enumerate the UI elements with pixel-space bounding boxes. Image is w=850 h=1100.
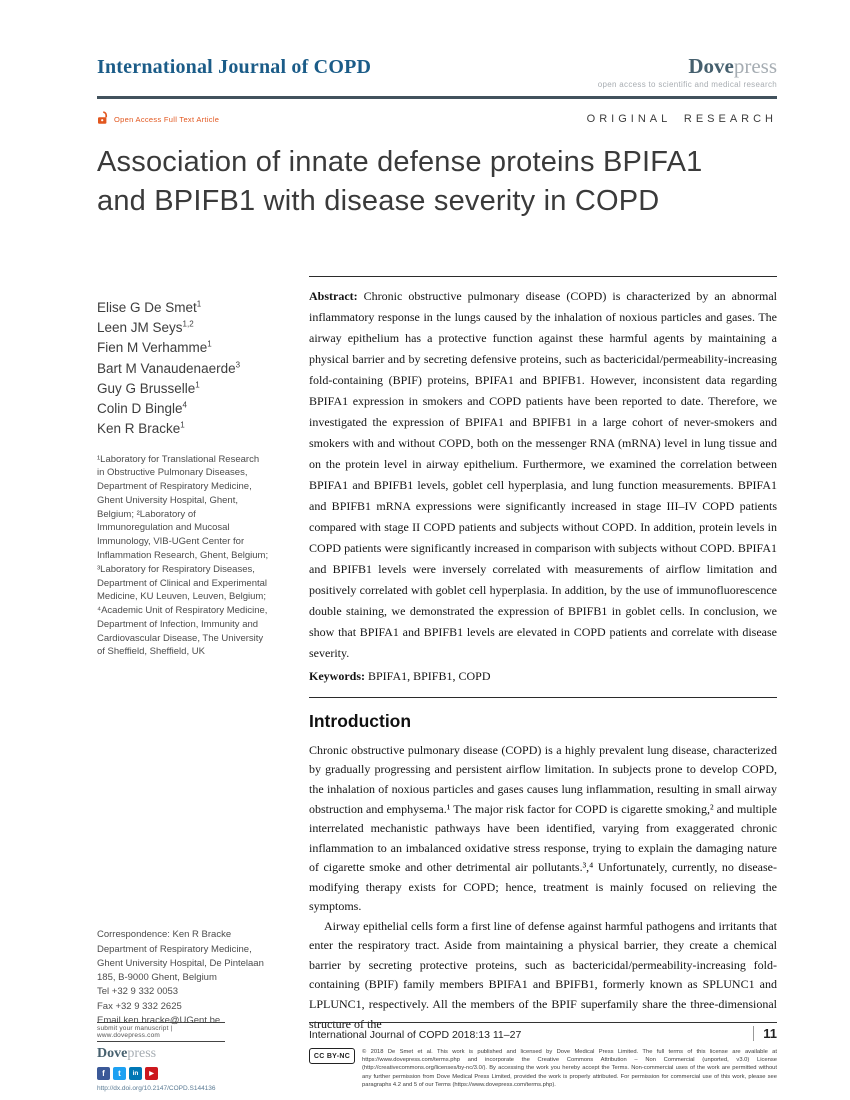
- correspondence-tel: Tel +32 9 332 0053: [97, 986, 179, 998]
- journal-title: International Journal of COPD: [97, 56, 372, 78]
- open-access-label: Open Access Full Text Article: [114, 114, 220, 124]
- journal-citation: International Journal of COPD 2018:13 11–27: [309, 1029, 522, 1041]
- author: [97, 379, 289, 399]
- youtube-icon[interactable]: ▶: [145, 1067, 158, 1080]
- article-type-label: ORIGINAL RESEARCH: [586, 113, 777, 125]
- page-number: 11: [753, 1026, 777, 1041]
- author: [97, 298, 289, 318]
- abstract-rule: [309, 276, 777, 277]
- social-links: [97, 1067, 289, 1080]
- author: [97, 419, 289, 439]
- dovepress-logo[interactable]: [598, 56, 777, 77]
- correspondence-address: Department of Respiratory Medicine, Ghent University Hospital, De Pintelaan 185, B-9000 Ghent, Belgium: [97, 943, 264, 984]
- abstract-label: Abstract:: [309, 288, 358, 303]
- license-text: © 2018 De Smet et al. This work is published and licensed by Dove Medical Press Limited. The full terms of this license are available at https://www.dovepress.com/terms.php and incorporate the Creative Commons Attribution – Non Commercial (unported, v3.0) License (http://creativecommons.org/licenses/by-nc/3.0/). By accessing the work you hereby accept the Terms. Non-commercial uses of the work are permitted without any further permission from Dove Medical Press Limited, provided the work is properly attributed. For permission for commercial use of this work, please see paragraphs 4.2 and 5 of our Terms (https://www.dovepress.com/terms.php).: [362, 1049, 777, 1088]
- author-affil-marker: 1: [180, 420, 185, 430]
- masthead: [97, 56, 777, 89]
- abstract: [309, 286, 777, 664]
- author-name: Fien M Verhamme: [97, 340, 208, 356]
- author-affil-marker: 1: [195, 380, 200, 390]
- main-column: [309, 276, 777, 1034]
- linkedin-icon[interactable]: in: [129, 1067, 142, 1080]
- creative-commons-icon[interactable]: CC BY-NC: [309, 1048, 355, 1064]
- author-affil-marker: 1: [196, 299, 202, 309]
- correspondence-email[interactable]: Email ken.bracke@UGent.be: [97, 1014, 221, 1026]
- introduction-paragraph-1: Chronic obstructive pulmonary disease (COPD) is a highly prevalent lung disease, characterized by gradually progressing and persistent airflow limitation. In subjects prone to develop COPD, the inhalation of noxious particles and gases causes lung inflammation, resulting in small airway obstruction and emphysema.¹ The major risk factor for COPD is cigarette smoking,² and multiple interrelated mechanistic pathways have been identified, varying from exaggerated chronic inflammation to an imbalanced oxidative stress response, trying to explain the damaging nature of cigarette smoke and other detrimental air pollutants.³,⁴ Unfortunately, currently, no disease-modifying therapy exists for COPD; hence, treatment is mainly focused on relieving the symptoms.: [309, 742, 777, 914]
- left-column: [97, 276, 289, 1034]
- author-affil-marker: 4: [182, 400, 187, 410]
- section-heading-introduction: Introduction: [309, 710, 412, 731]
- header-rule: [97, 96, 777, 99]
- dovepress-logo-light: press: [733, 54, 777, 78]
- author-affil-marker: 1,2: [182, 319, 194, 329]
- meta-row: [97, 111, 777, 127]
- twitter-icon[interactable]: t: [113, 1067, 126, 1080]
- publisher-tagline: open access to scientific and medical research: [597, 80, 777, 89]
- author: [97, 338, 289, 358]
- facebook-icon[interactable]: f: [97, 1067, 110, 1080]
- correspondence-block: [97, 928, 279, 1034]
- footer-left: [97, 1022, 289, 1092]
- doi-link[interactable]: http://dx.doi.org/10.2147/COPD.S144136: [97, 1085, 216, 1092]
- article-title: Association of innate defense proteins BPIFA1 and BPIFB1 with disease severity in COPD: [97, 146, 703, 218]
- author: [97, 399, 289, 419]
- author-affil-marker: 1: [207, 339, 212, 349]
- open-access-icon: [97, 111, 109, 127]
- footer-right: [309, 1022, 777, 1092]
- author-name: Elise G De Smet: [97, 299, 197, 315]
- correspondence-fax: Fax +32 9 332 2625: [97, 1000, 182, 1012]
- introduction-paragraph-2: Airway epithelial cells form a first line of defense against harmful pathogens and irritants that enter the respiratory tract. Aside from maintaining a physical barrier, they create a chemical barrier by secreting protective proteins, such as bactericidal/permeability-increasing fold-containing (BPIF) family members BPIFA1 and BPIFB1, formerly known as SPLUNC1 and LPLUNC1, respectively. All the members of the BPIF superfamily share the three-dimensional structure of the: [309, 918, 777, 1031]
- open-access-link[interactable]: [97, 111, 219, 127]
- keywords-text: BPIFA1, BPIFB1, COPD: [365, 668, 491, 683]
- keywords: [309, 666, 777, 687]
- citation-row: [309, 1022, 777, 1041]
- author-name: Leen JM Seys: [97, 320, 183, 336]
- article-body: [97, 276, 777, 1034]
- left-column-spacer: [97, 659, 289, 928]
- affiliations: ¹Laboratory for Translational Research in Obstructive Pulmonary Diseases, Department of Respiratory Medicine, Ghent University Hospital, Ghent, Belgium; ²Laboratory of Immunoregulation and Mucosal Immunology, VIB-UGent Center for Inflammation Research, Ghent, Belgium; ³Laboratory for Respiratory Diseases, Department of Clinical and Experimental Medicine, KU Leuven, Leuven, Belgium; ⁴Academic Unit of Respiratory Medicine, Department of Infection, Immunity and Cardiovascular Disease, The University of Sheffield, Sheffield, UK: [97, 453, 269, 658]
- license-row: [309, 1048, 777, 1089]
- submit-manuscript-link[interactable]: submit your manuscript | www.dovepress.com: [97, 1022, 225, 1042]
- page-footer: [97, 1022, 777, 1092]
- introduction-rule: [309, 697, 777, 698]
- correspondence-name: Correspondence: Ken R Bracke: [97, 929, 232, 941]
- author-name: Ken R Bracke: [97, 421, 181, 437]
- author-name: Bart M Vanaudenaerde: [97, 360, 236, 376]
- dovepress-footer-logo[interactable]: [97, 1046, 289, 1062]
- abstract-text: Chronic obstructive pulmonary disease (COPD) is characterized by an abnormal inflammatory response in the lungs caused by the inhalation of noxious particles and gases. The airway epithelium has a protective function against these harmful agents by maintaining a physical barrier and by secreting defensive proteins, such as bactericidal/permeability-increasing fold-containing (BPIF) proteins, BPIFA1 and BPIFB1. However, inconsistent data regarding BPIFA1 expression in smokers and COPD patients have been reported to date. Therefore, we investigated the expression of BPIFA1 and BPIFB1 in a large cohort of never-smokers and smokers with and without COPD, both on the messenger RNA (mRNA) level in lung tissue and on the protein level in airway epithelium. Furthermore, we examined the correlation between BPIFA1 and BPIFB1 levels, goblet cell hyperplasia, and lung function measurements. BPIFA1 and BPIFB1 mRNA expressions were significantly increased in stage III–IV COPD patients compared with stage II COPD patients and subjects without COPD. In addition, protein levels in COPD patients were significantly increased in comparison with subjects without COPD. BPIFA1 and BPIFB1 levels were inversely correlated with measurements of airflow limitation and positively correlated with goblet cell hyperplasia. In addition, by the use of immunofluorescence double staining, we demonstrated the expression of BPIFB1 in goblet cells. In conclusion, we show that BPIFA1 and BPIFB1 levels are elevated in COPD patients and correlate with disease severity.: [309, 288, 777, 660]
- author-name: Guy G Brusselle: [97, 380, 196, 396]
- author: [97, 359, 289, 379]
- author-list: [97, 298, 289, 440]
- keywords-label: Keywords:: [309, 668, 365, 683]
- author: [97, 318, 289, 338]
- publisher-block: [598, 56, 777, 89]
- author-name: Colin D Bingle: [97, 401, 183, 417]
- author-affil-marker: 3: [235, 360, 241, 370]
- dovepress-footer-light: press: [127, 1046, 157, 1061]
- dovepress-logo-bold: Dove: [688, 54, 734, 78]
- dovepress-footer-bold: Dove: [97, 1046, 128, 1061]
